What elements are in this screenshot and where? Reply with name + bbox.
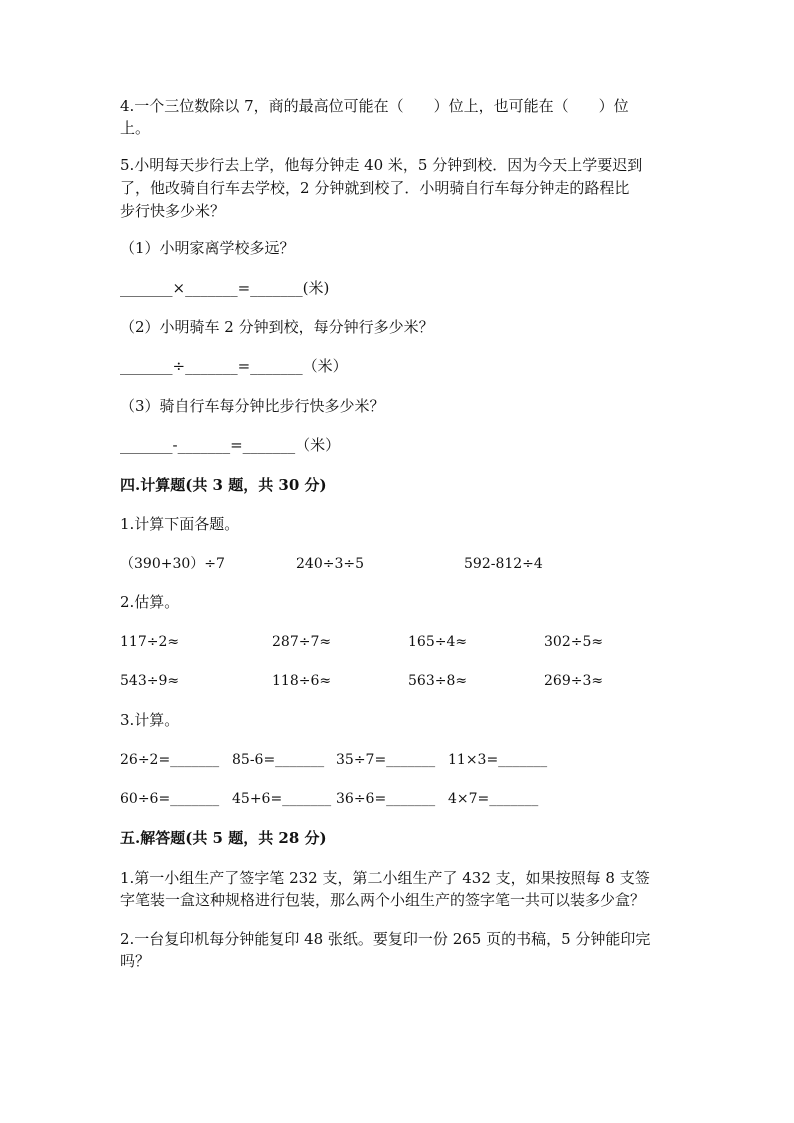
estimate-item: 543÷9≈ <box>120 673 180 689</box>
fill-item: 45+6=_______ <box>232 791 332 807</box>
q5-sub-2: （2）小明骑车 2 分钟到校，每分钟行多少米？ <box>120 318 434 336</box>
q5-blank-3: _______-_______=_______（米） <box>120 436 341 454</box>
section-5-title: 五.解答题(共 5 题，共 28 分) <box>120 829 327 847</box>
estimate-item: 287÷7≈ <box>272 634 332 650</box>
estimate-item: 165÷4≈ <box>408 634 468 650</box>
calc-item: 592-812÷4 <box>464 556 543 572</box>
q4-line-1: 4.一个三位数除以 7，商的最高位可能在（ ）位上，也可能在（ ）位 <box>120 97 629 115</box>
estimate-item: 118÷6≈ <box>272 673 332 689</box>
q5-line-3: 步行快多少米？ <box>120 202 226 220</box>
q5-blank-2: _______÷_______=_______（米） <box>120 357 348 375</box>
section-4-q1-title: 1.计算下面各题。 <box>120 515 240 533</box>
s5-q1-line-1: 1.第一小组生产了签字笔 232 支，第二小组生产了 432 支，如果按照每 8 支签 <box>120 869 650 887</box>
fill-item: 85-6=_______ <box>232 752 325 768</box>
calc-item: 240÷3÷5 <box>296 556 364 572</box>
calc-item: （390+30）÷7 <box>120 556 225 572</box>
q5-sub-3: （3）骑自行车每分钟比步行快多少米？ <box>120 397 385 415</box>
q5-line-1: 5.小明每天步行去上学，他每分钟走 40 米，5 分钟到校．因为今天上学要迟到 <box>120 156 643 174</box>
section-4-q2-title: 2.估算。 <box>120 593 180 611</box>
estimate-item: 563÷8≈ <box>408 673 468 689</box>
fill-item: 4×7=_______ <box>448 791 539 807</box>
fill-item: 35÷7=_______ <box>336 752 436 768</box>
estimate-item: 302÷5≈ <box>544 634 604 650</box>
estimate-item: 269÷3≈ <box>544 673 604 689</box>
s5-q2-line-2: 吗？ <box>120 952 151 970</box>
s5-q1-line-2: 字笔装一盒这种规格进行包装，那么两个小组生产的签字笔一共可以装多少盒？ <box>120 891 646 909</box>
q5-line-2: 了，他改骑自行车去学校，2 分钟就到校了．小明骑自行车每分钟走的路程比 <box>120 179 630 197</box>
q5-sub-1: （1）小明家离学校多远？ <box>120 239 295 257</box>
q5-blank-1: _______×_______=_______(米) <box>120 279 330 297</box>
fill-item: 26÷2=_______ <box>120 752 220 768</box>
fill-item: 60÷6=_______ <box>120 791 220 807</box>
section-4-q3-title: 3.计算。 <box>120 711 180 729</box>
s5-q2-line-1: 2.一台复印机每分钟能复印 48 张纸。要复印一份 265 页的书稿，5 分钟能印完 <box>120 930 651 948</box>
section-4-title: 四.计算题(共 3 题，共 30 分) <box>120 476 327 494</box>
fill-item: 11×3=_______ <box>448 752 548 768</box>
fill-item: 36÷6=_______ <box>336 791 436 807</box>
q4-line-2: 上。 <box>120 119 151 137</box>
estimate-item: 117÷2≈ <box>120 634 180 650</box>
